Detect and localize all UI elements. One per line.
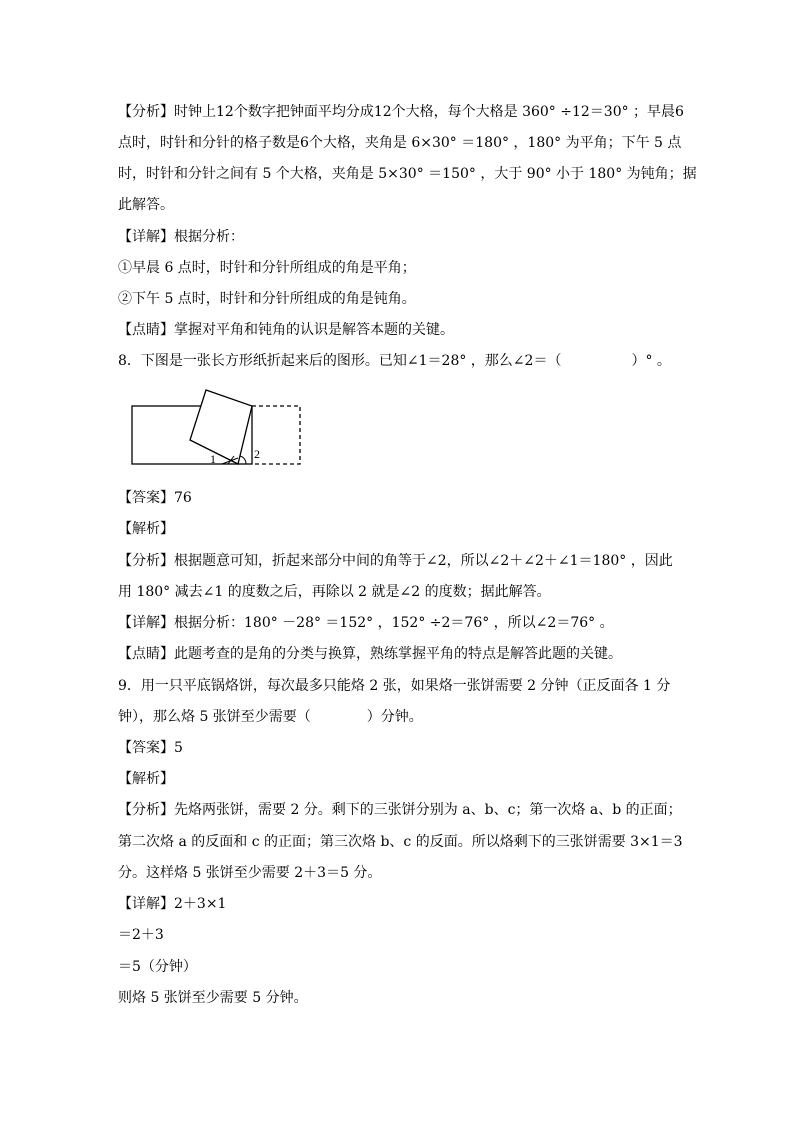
- text-line: ①早晨 6 点时，时针和分针所组成的角是平角；: [118, 260, 416, 276]
- text-line: 【详解】2＋3×1: [118, 896, 227, 912]
- text-line: 此解答。: [118, 197, 174, 213]
- folded-paper-figure: [128, 384, 308, 472]
- text-line: 【详解】根据分析：180° －28° ＝152° ，152° ÷2＝76° ，所以∠2＝76° 。: [118, 615, 614, 631]
- question-8: 8．下图是一张长方形纸折起来后的图形。已知∠1＝28° ，那么∠2＝（ ）° 。: [118, 353, 671, 369]
- text-line: 分。这样烙 5 张饼至少需要 2＋3＝5 分。: [118, 865, 382, 881]
- text-line: 【点睛】掌握对平角和钝角的认识是解答本题的关键。: [118, 322, 454, 338]
- question-9: 9．用一只平底锅烙饼，每次最多只能烙 2 张，如果烙一张饼需要 2 分钟（正反面各 1 分: [118, 678, 671, 694]
- text-line: 【解析】: [118, 771, 174, 787]
- text-line: 【详解】根据分析：: [118, 229, 244, 245]
- text-line: 则烙 5 张饼至少需要 5 分钟。: [118, 990, 308, 1006]
- text-line: 时，时针和分针之间有 5 个大格，夹角是 5×30° ＝150° ，大于 90° 小于 180° 为钝角；据: [118, 166, 697, 182]
- text-line: ＝5（分钟）: [118, 959, 197, 975]
- text-line: 【分析】根据题意可知，折起来部分中间的角等于∠2，所以∠2＋∠2＋∠1＝180° ，因此: [118, 553, 673, 569]
- angle-1-label: 1: [210, 452, 216, 466]
- text-line: 【分析】先烙两张饼，需要 2 分。剩下的三张饼分别为 a、b、c；第一次烙 a、b 的正面；: [118, 802, 682, 818]
- text-line: 【解析】: [118, 521, 174, 537]
- answer-9: 【答案】5: [118, 740, 183, 756]
- angle-2-arc: [240, 456, 246, 464]
- text-line: ＝2＋3: [118, 927, 164, 943]
- text-line: 用 180° 减去∠1 的度数之后，再除以 2 就是∠2 的度数；据此解答。: [118, 584, 551, 600]
- folded-flap: [190, 390, 252, 464]
- text-line: 点时，时针和分针的格子数是6个大格，夹角是 6×30° ＝180° ，180° 为平角；下午 5 点: [118, 135, 682, 151]
- answer-8: 【答案】76: [118, 490, 192, 506]
- text-line: 【分析】时钟上12个数字把钟面平均分成12个大格，每个大格是 360° ÷12＝30° ；早晨6: [118, 104, 684, 120]
- text-line: 【点睛】此题考查的是角的分类与换算，熟练掌握平角的特点是解答此题的关键。: [118, 646, 622, 662]
- text-line: 第二次烙 a 的反面和 c 的正面；第三次烙 b、c 的反面。所以烙剩下的三张饼需要 3×1＝3: [118, 834, 683, 850]
- text-line: ②下午 5 点时，时针和分针所组成的角是钝角。: [118, 291, 416, 307]
- text-line: 钟），那么烙 5 张饼至少需要（ ）分钟。: [118, 709, 423, 725]
- angle-2-label: 2: [254, 447, 260, 461]
